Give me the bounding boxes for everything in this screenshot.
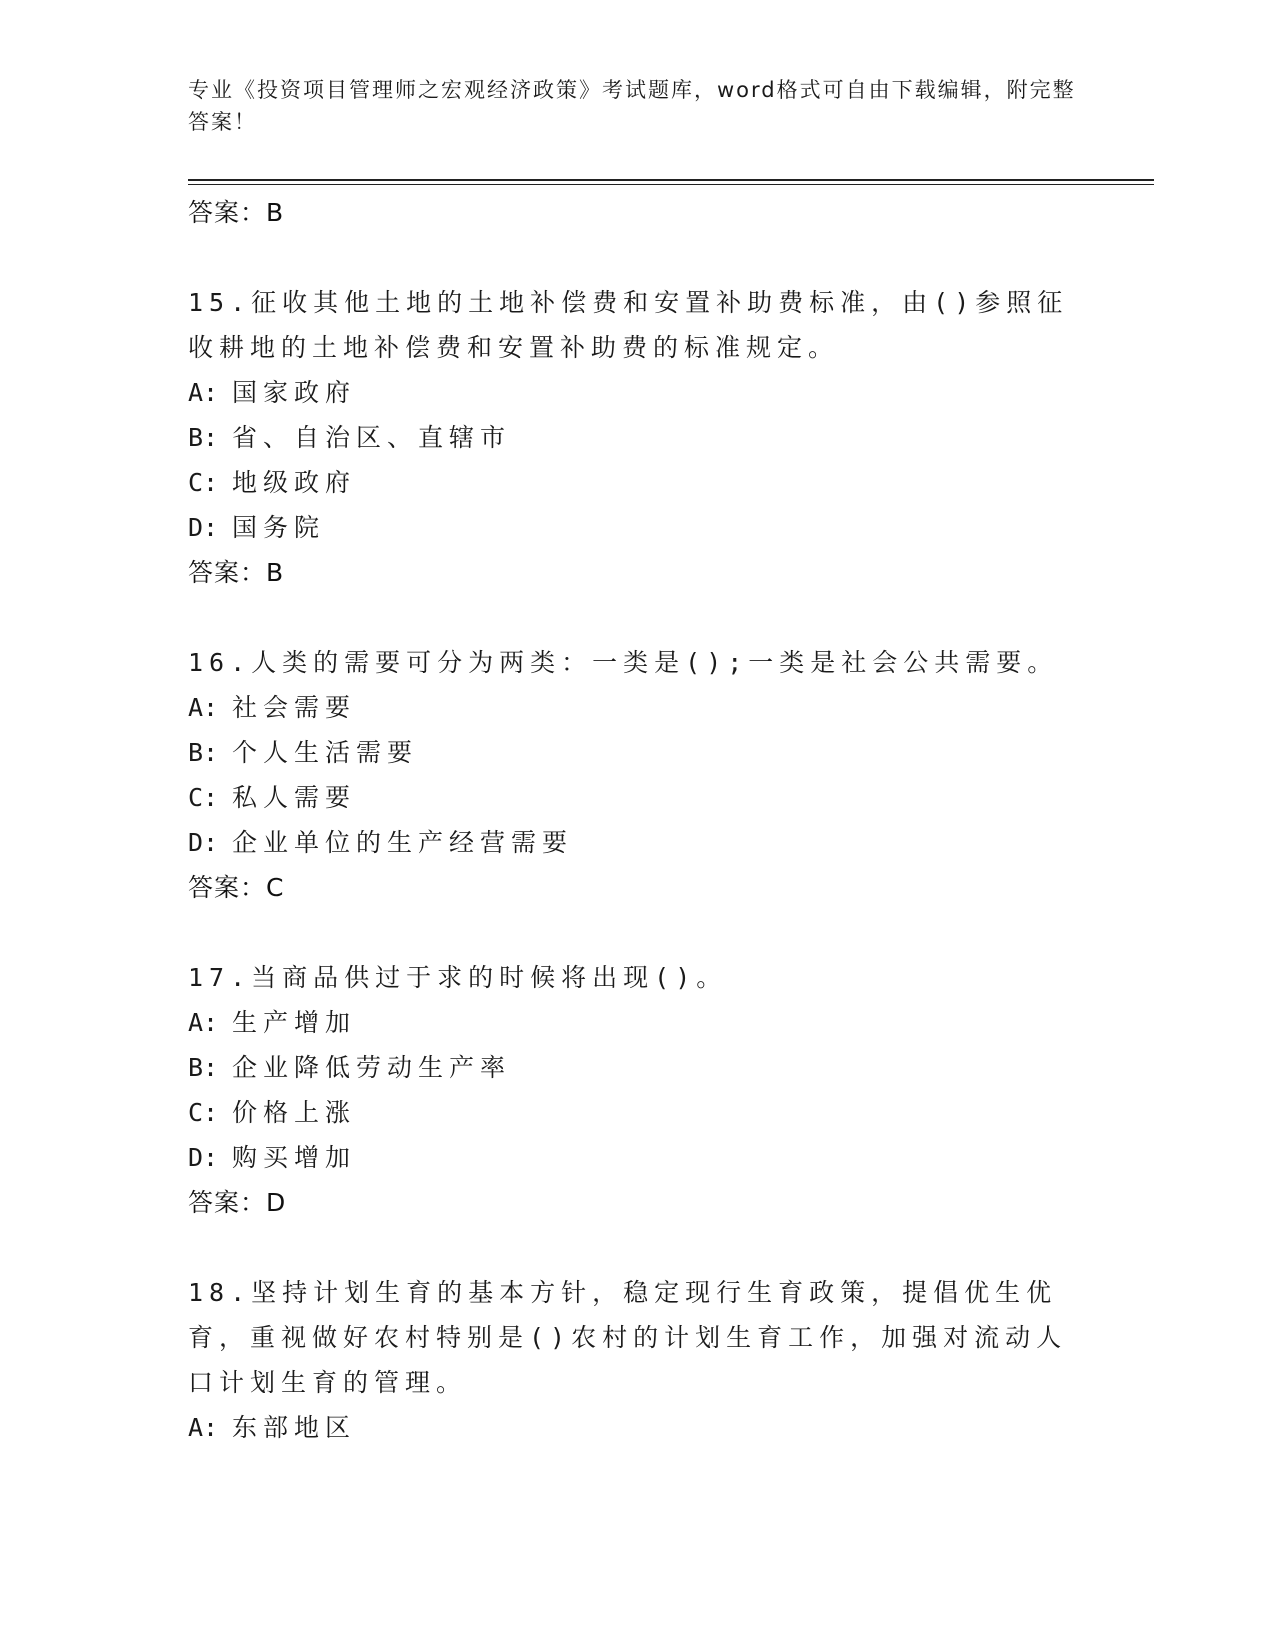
option-text: 企业单位的生产经营需要 (232, 828, 574, 857)
option-c (188, 460, 1108, 505)
option-b (188, 1045, 1108, 1090)
option-c (188, 775, 1108, 820)
option-letter: D: (188, 513, 219, 542)
option-a (188, 370, 1108, 415)
answer-line: 答案：D (188, 1188, 287, 1217)
question-stem: 16.人类的需要可分为两类：一类是();一类是社会公共需要。 (188, 648, 1059, 677)
option-letter: A: (188, 693, 219, 722)
question-item (188, 1270, 1108, 1450)
option-letter: D: (188, 828, 219, 857)
header-divider-thick (188, 179, 1154, 181)
option-text: 国家政府 (232, 378, 357, 407)
option-text: 国务院 (232, 513, 326, 542)
option-letter: A: (188, 1008, 219, 1037)
question-stem: 15.征收其他土地的土地补偿费和安置补助费标准，由()参照征收耕地的土地补偿费和安置补助费的标准规定。 (188, 288, 1069, 362)
answer-line: 答案：B (188, 558, 285, 587)
option-c (188, 1090, 1108, 1135)
option-text: 社会需要 (232, 693, 357, 722)
answer-line: 答案：C (188, 873, 285, 902)
option-d (188, 505, 1108, 550)
question-item (188, 955, 1108, 1226)
option-a (188, 1000, 1108, 1045)
option-text: 购买增加 (232, 1143, 357, 1172)
header-divider-thin (188, 184, 1154, 185)
question-stem: 17.当商品供过于求的时候将出现()。 (188, 963, 728, 992)
option-text: 省、自治区、直辖市 (232, 423, 512, 452)
question-list (188, 190, 1108, 1450)
option-letter: C: (188, 468, 219, 497)
option-d (188, 1135, 1108, 1180)
option-text: 个人生活需要 (232, 738, 419, 767)
option-letter: B: (188, 423, 219, 452)
header-intro-text: 专业《投资项目管理师之宏观经济政策》考试题库，word格式可自由下载编辑，附完整答案！ (188, 78, 1076, 134)
option-letter: B: (188, 738, 219, 767)
option-text: 地级政府 (232, 468, 357, 497)
option-text: 价格上涨 (232, 1098, 357, 1127)
option-text: 私人需要 (232, 783, 357, 812)
option-letter: B: (188, 1053, 219, 1082)
option-a (188, 1405, 1108, 1450)
option-text: 企业降低劳动生产率 (232, 1053, 512, 1082)
option-letter: C: (188, 783, 219, 812)
option-letter: A: (188, 1413, 219, 1442)
question-item (188, 640, 1108, 911)
answer-line: 答案：B (188, 198, 285, 227)
option-b (188, 730, 1108, 775)
option-letter: D: (188, 1143, 219, 1172)
option-b (188, 415, 1108, 460)
option-d (188, 820, 1108, 865)
option-letter: A: (188, 378, 219, 407)
option-text: 生产增加 (232, 1008, 357, 1037)
option-a (188, 685, 1108, 730)
option-text: 东部地区 (232, 1413, 357, 1442)
question-item (188, 280, 1108, 596)
question-stem: 18.坚持计划生育的基本方针，稳定现行生育政策，提倡优生优育，重视做好农村特别是()农村的计划生育工作，加强对流动人口计划生育的管理。 (188, 1278, 1068, 1397)
option-letter: C: (188, 1098, 219, 1127)
